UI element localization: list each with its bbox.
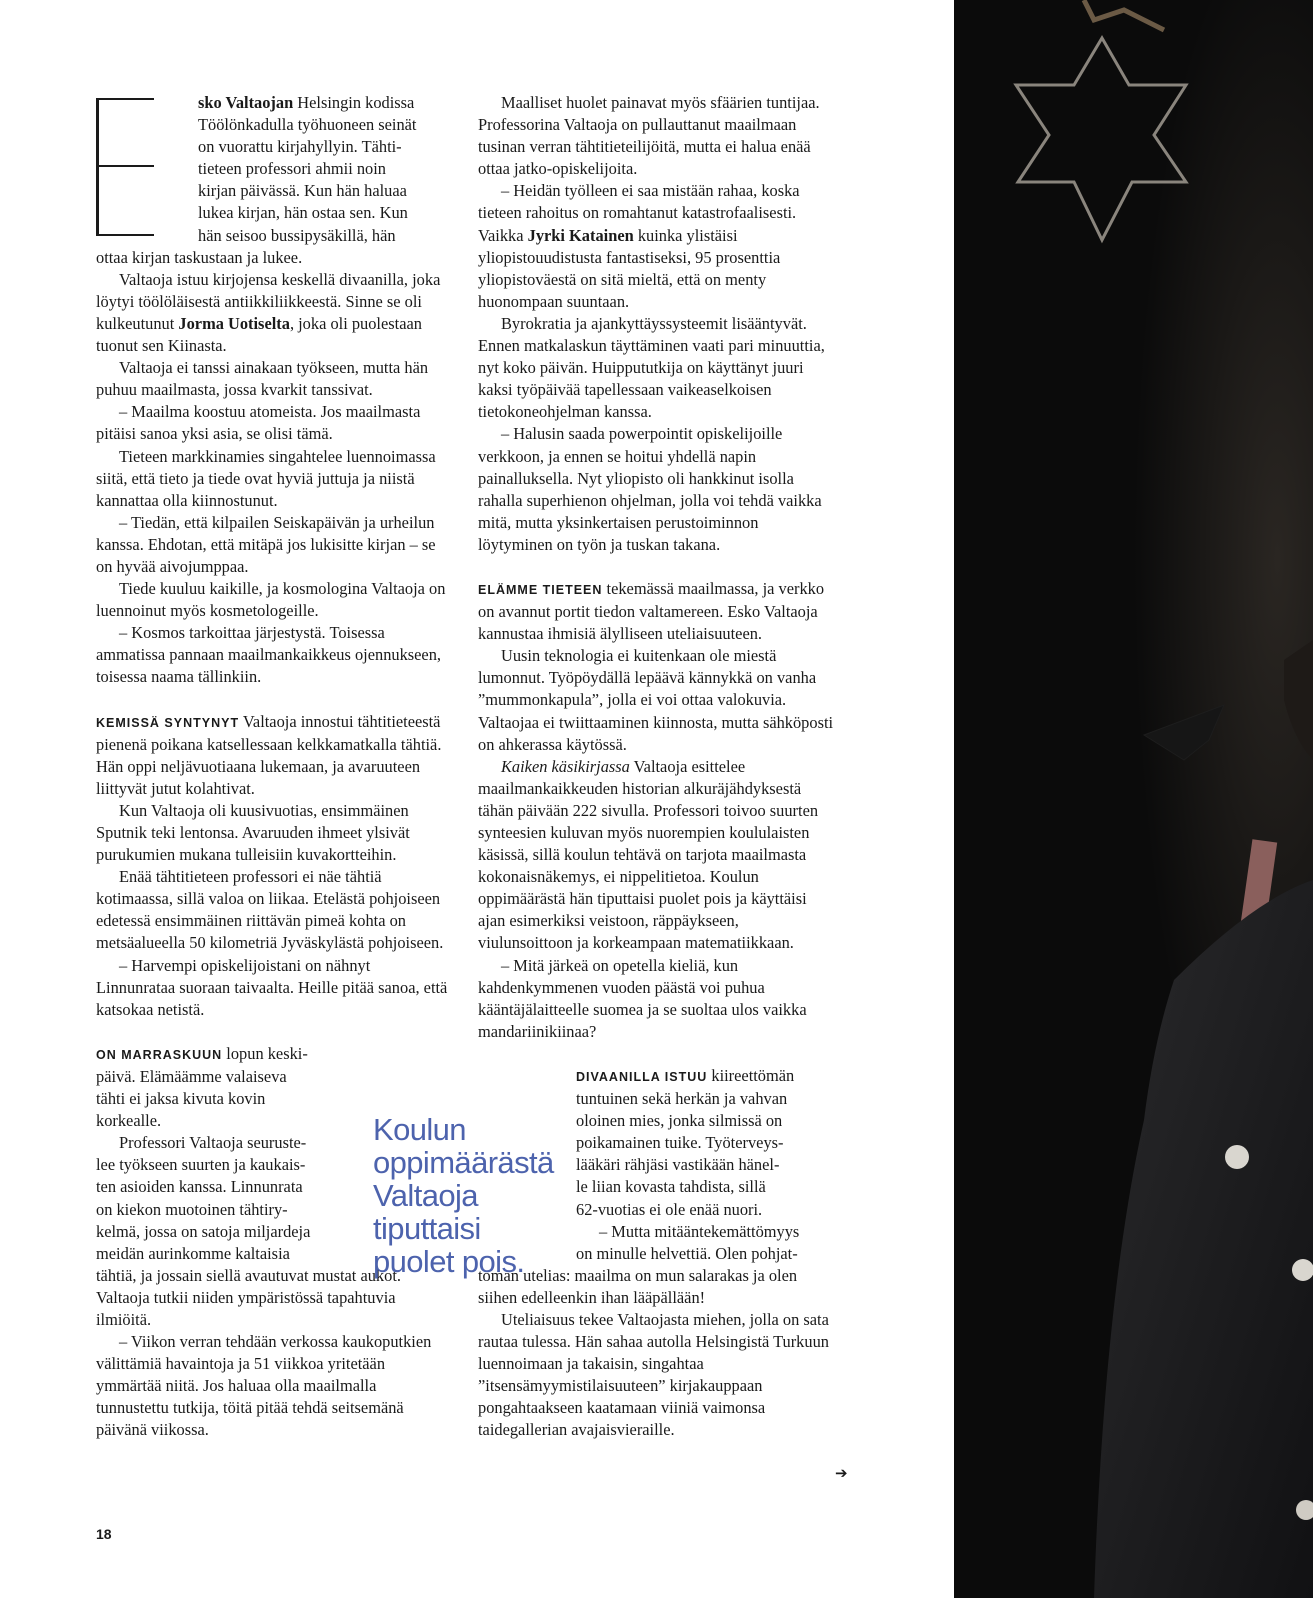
quote-paragraph: – Heidän työlleen ei saa mistään rahaa, koska tieteen rahoitus on romahtanut katastrofaalisesti. Vaikka Jyrki Katainen kuinka ylistäisi yliopistouudistusta fantastiseksi, 95 prosenttia yliopistoväestä on sitä mieltä, että on menty huonompaan suuntaan. (478, 181, 800, 311)
article-column-right (478, 92, 834, 1442)
paragraph: Maalliset huolet painavat myös sfäärien tuntijaa. Professorina Valtaoja on pullauttanut maailmaan tusinan verran tähtitieteilijöitä, mutta ei halua enää ottaa jatko-opiskelijoita. (478, 93, 820, 179)
quote-paragraph: – Harvempi opiskelijoistani on nähnyt Linnunrataa suoraan taivaalta. Heille pitää sanoa, että katsokaa netistä. (96, 955, 448, 1019)
jacket-button (1292, 1259, 1313, 1281)
paragraph: tähtiä, ja jossain siellä avautuvat mustat aukot. Valtaoja tutkii niiden ympäristössä tapahtuvia ilmiöitä. (96, 1265, 401, 1329)
section-paragraph: ON MARRASKUUN lopun keski- päivä. Elämäämme valaiseva tähti ei jaksa kivuta kovin korkealle. Professori Valtaoja seuruste- lee työkseen suurten ja kaukais- ten asioiden kanssa. Linnunrata on kiekon muotoinen tähtiry- kelmä, jossa on satoja miljardeja meidän aurinkomme kaltaisia (96, 1043, 311, 1263)
paragraph: Tiede kuuluu kaikille, ja kosmologina Valtaoja on luennoinut myös kosmetologeille. (96, 579, 446, 621)
section-paragraph: KEMISSÄ SYNTYNYT Valtaoja innostui tähtitieteestä pienenä poikana katsellessaan kelkkamatkalla tähtiä. Hän oppi neljävuotiaana lukemaan, ja avaruuteen liittyvät jutut kolahtivat. (96, 711, 442, 798)
paragraph: Byrokratia ja ajankyttäyssysteemit lisääntyvät. Ennen matkalaskun täyttäminen vaati pari minuuttia, nyt koko päivän. Huippututkija on käyttänyt juuri kaksi työpäivää tapellessaan vaikeaselkoisen tietokoneohjelman kanssa. (478, 313, 825, 422)
section-kicker: ELÄMME TIETEEN (478, 582, 603, 597)
page-number: 18 (96, 1526, 112, 1542)
section-kicker: KEMISSÄ SYNTYNYT (96, 715, 240, 730)
section-paragraph: ELÄMME TIETEEN tekemässä maailmassa, ja verkko on avannut portit tiedon valtamereen. Esko Valtaoja kannustaa ihmisiä älylliseen uteliaisuuteen. (478, 578, 825, 644)
paragraph: Tieteen markkinamies singahtelee luennoimassa siitä, että tieto ja tiede ovat hyviä juttuja ja niistä kannattaa olla kiinnostunut. (96, 446, 436, 510)
intro-lines: sko Valtaojan Helsingin kodissa Töölönkadulla työhuoneen seinät on vuorattu kirjahyllyin. Tähti- tieteen professori ahmii noin kirjan päivässä. Kun hän haluaa lukea kirjan, hän ostaa sen. Kun hän seisoo bussipysäkillä, hän (198, 93, 417, 245)
paragraph: Kaiken käsikirjassa Valtaoja esittelee maailmankaikkeuden historian alkuräjähdyksestä tähän päivään 222 sivulla. Professori toivoo suurten synteesien kuluvan myös nuorempien koululaisten käsissä, sillä koulun tehtävä on tarjota maailmasta kokonaisnäkemys, ei nippelitietoa. Koulun oppimäärästä hän tiputtaisi puolet pois ja käyttäisi ajan esimerkiksi veistoon, räppäykseen, viulunsoittoon ja korkeampaan matematiikkaan. (478, 756, 819, 953)
paragraph: Kun Valtaoja oli kuusivuotias, ensimmäinen Sputnik teki lentonsa. Avaruuden ihmeet ylsivät purukumien mukana tulleisiin kuvakortteihin. (96, 800, 410, 865)
author-name: sko Valtaojan (198, 93, 294, 112)
section-kicker: ON MARRASKUUN (96, 1047, 223, 1062)
quote-paragraph: – Viikon verran tehdään verkossa kaukoputkien välittämiä havaintoja ja 51 viikkoa yritetään ymmärtää niitä. Jos haluaa olla maailmalla tunnustettu tutkija, töitä pitää tehdä seitsemänä päivänä viikossa. (96, 1332, 432, 1440)
article-column-left: sko Valtaojan Helsingin kodissa Töölönkadulla työhuoneen seinät on vuorattu kirjahyllyin. Tähti- tieteen professori ahmii noin kirjan päivässä. Kun hän haluaa lukea kirjan, hän ostaa sen. Kun hän seisoo bussipysäkillä, hän ottaa kirjan taskustaan ja lukee. Valtaoja istuu kirjojensa keskellä divaanilla, joka löytyi töölöläisestä antiikkiliikkeestä. Sinne se oli kulkeutunut Jorma Uotiselta, joka oli puolestaan tuonut sen Kiinasta. Valtaoja ei tanssi ainakaan työkseen, mutta hän puhuu maailmasta, jossa kvarkit tanssivat. – Maailma koostuu atomeista. Jos maailmasta pitäisi sanoa yksi asia, se olisi tämä. Tieteen markkinamies singahtelee luennoimassa siitä, että tieto ja tiede ovat hyviä juttuja ja niistä kannattaa olla kiinnostunut. – Tiedän, että kilpailen Seiskapäivän ja urheilun kanssa. Ehdotan, että mitäpä jos lukisitte kirjan – se on hyvää aivojumppaa. Tiede kuuluu kaikille, ja kosmologina Valtaoja on luennoinut myös kosmetologeille. – Kosmos tarkoittaa järjestystä. Toisessa ammatissa pannaan maailmankaikkeus ojennukseen, toisessa naama tällinkiin. KEMISSÄ SYNTYNYT Valtaoja innostui tähtitieteestä pienenä poikana katsellessaan kelkkamatkalla tähtiä. Hän oppi neljävuotiaana lukemaan, ja avaruuteen liittyvät jutut kolahtivat. Kun Valtaoja oli kuusivuotias, ensimmäinen Sputnik teki lentonsa. Avaruuden ihmeet ylsivät purukumien mukana tulleisiin kuvakortteihin. Enää tähtitieteen professori ei näe tähtiä kotimaassa, sillä valoa on liikaa. Etelästä pohjoiseen edetessä ensimmäinen riittävän pimeä kohta on metsäalueella 50 kilometriä Jyväskylästä pohjoiseen. – Harvempi opiskelijoistani on nähnyt Linnunrataa suoraan taivaalta. Heille pitää sanoa, että katsokaa netistä. ON MARRASKUUN lopun keski- päivä. Elämäämme valaiseva tähti ei jaksa kivuta kovin korkealle. Professori Valtaoja seuruste- lee työkseen suurten ja kaukais- ten asioiden kanssa. Linnunrata on kiekon muotoinen tähtiry- kelmä, jossa on satoja miljardeja meidän aurinkomme kaltaisia tähtiä, ja jossain siellä avautuvat mustat aukot. Valtaoja tutkii niiden ympäristössä tapahtuvia ilmiöitä. – Viikon verran tehdään verkossa kaukoputkien välittämiä havaintoja ja 51 viikkoa yritetään ymmärtää niitä. Jos haluaa olla maailmalla tunnustettu tutkija, töitä pitää tehdä seitsemänä päivänä viikossa. (96, 92, 452, 1442)
book-title: Kaiken käsikirjassa (501, 756, 630, 776)
section-paragraph: DIVAANILLA ISTUU kiireettömän tuntuinen sekä herkän ja vahvan oloinen mies, jonka silmissä on poikamainen tuike. Työterveys- lääkäri rähjäsi vastikään hänel- le liian kovasta tahdista, sillä 62-vuotias ei ole enää nuori. – Mutta mitääntekemättömyys on minulle helvettiä. Olen pohjat- (576, 1065, 800, 1263)
paragraph: Valtaoja istuu kirjojensa keskellä divaanilla, joka löytyi töölöläisestä antiikkiliikkeestä. Sinne se oli kulkeutunut Jorma Uotiselta, joka oli puolestaan tuonut sen Kiinasta. (96, 269, 441, 356)
paragraph: Uusin teknologia ei kuitenkaan ole miestä lumonnut. Työpöydällä lepäävä kännykkä on vanha ”mummonkapula”, jolla ei voi ottaa valokuvia. Valtaojaa ei twiittaaminen kiinnosta, mutta sähköposti on ahkerassa käytössä. (478, 646, 834, 754)
quote-paragraph: – Halusin saada powerpointit opiskelijoille verkkoon, ja ennen se hoitui yhdellä napin painalluksella. Nyt yliopisto oli hankkinut isolla rahalla superhienon ohjelman, jolla voi tehdä vaikka mitä, mutta yksinkertaisen perustoiminnon löytyminen on työn ja tuskan takana. (478, 424, 822, 554)
paragraph: Enää tähtitieteen professori ei näe tähtiä kotimaassa, sillä valoa on liikaa. Etelästä pohjoiseen edetessä ensimmäinen riittävän pimeä kohta on metsäalueella 50 kilometriä Jyväskylästä pohjoiseen. (96, 867, 444, 953)
paragraph: toman utelias: maailma on mun salarakas ja olen siihen edelleenkin ihan lääpällään! (478, 1265, 798, 1307)
section-kicker: DIVAANILLA ISTUU (576, 1069, 708, 1084)
quote-paragraph: – Mitä järkeä on opetella kieliä, kun kahdenkymmenen vuoden päästä voi puhua kääntäjälaitteelle suomea ja se suoltaa ulos vaikka mandariinikiinaa? (478, 955, 807, 1041)
quote-paragraph: – Tiedän, että kilpailen Seiskapäivän ja urheilun kanssa. Ehdotan, että mitäpä jos lukisitte kirjan – se on hyvää aivojumppaa. (96, 512, 436, 576)
paragraph: Valtaoja ei tanssi ainakaan työkseen, mutta hän puhuu maailmasta, jossa kvarkit tanssivat. (96, 358, 429, 400)
quote-paragraph: – Maailma koostuu atomeista. Jos maailmasta pitäisi sanoa yksi asia, se olisi tämä. (96, 402, 421, 444)
quote-paragraph: – Kosmos tarkoittaa järjestystä. Toisessa ammatissa pannaan maailmankaikkeus ojennukseen, toisessa naama tällinkiin. (96, 623, 442, 687)
paragraph: Uteliaisuus tekee Valtaojasta miehen, jolla on sata rautaa tulessa. Hän sahaa autolla Helsingistä Turkuun luennoimaan ja takaisin, singahtaa ”itsensämyymistilaisuuteen” kirjakauppaan pongahtaakseen kaatamaan viiniä vaimonsa taidegallerian avajaisvieraille. (478, 1309, 829, 1440)
pull-quote: Koulun oppimäärästä Valtaoja tiputtaisi puolet pois. (373, 1112, 554, 1279)
portrait-photo (954, 0, 1313, 1598)
jacket-button (1225, 1145, 1249, 1169)
photo-graphic (954, 0, 1313, 1598)
continue-arrow-icon: ➔ (835, 1464, 848, 1482)
